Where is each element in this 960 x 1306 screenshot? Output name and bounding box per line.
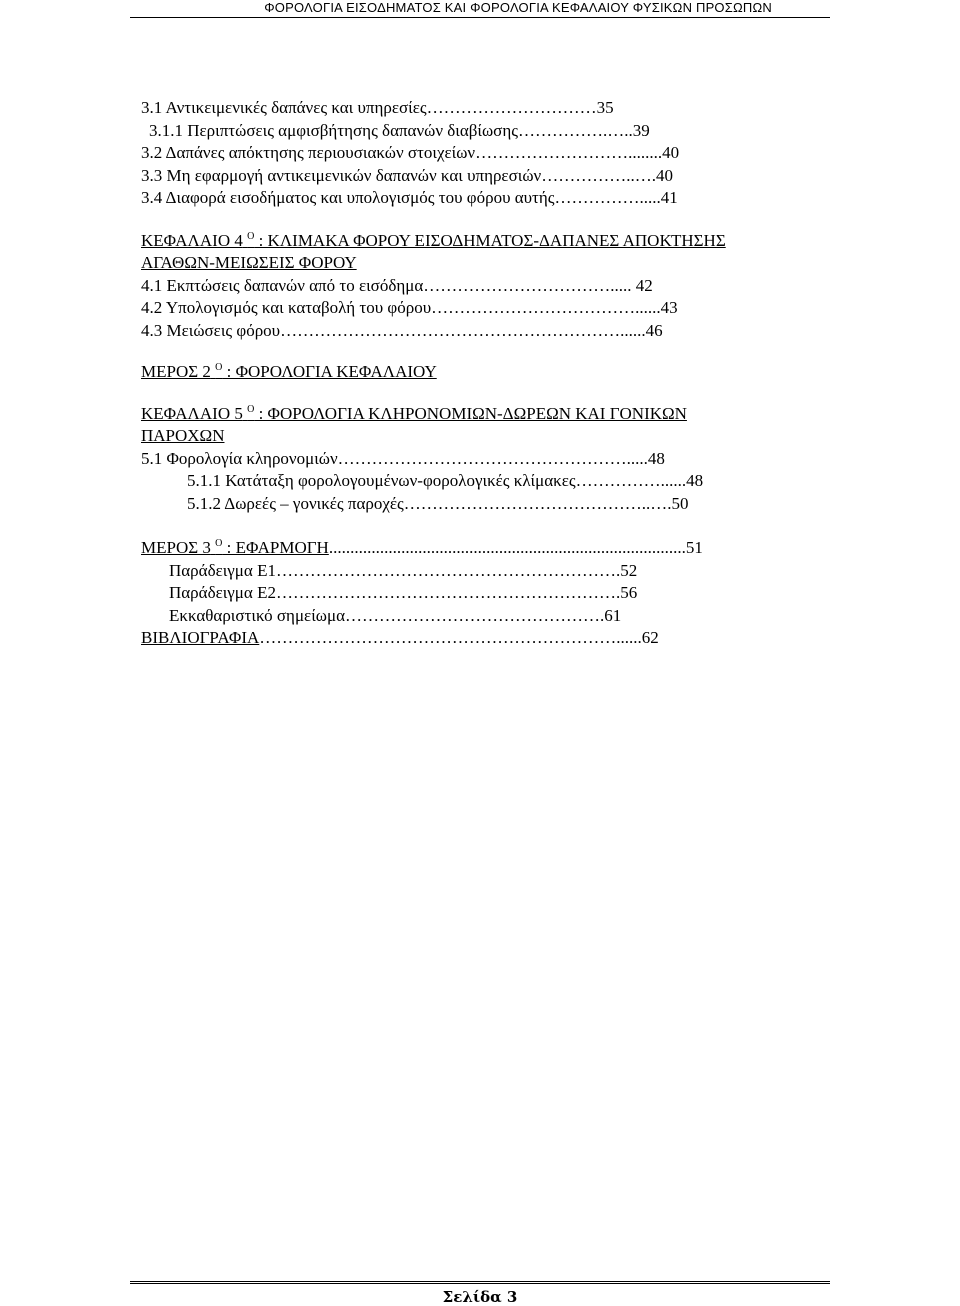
chapter-5-superscript: Ο — [247, 403, 255, 415]
part-3-prefix: ΜΕΡΟΣ 3 — [141, 538, 211, 557]
toc-part-3-title[interactable] — [141, 537, 841, 560]
toc-clearance-note[interactable]: Εκκαθαριστικό σημείωμα……………………………………….61 — [169, 605, 622, 625]
toc-entry-3-3[interactable]: 3.3 Μη εφαρμογή αντικειμενικών δαπανών και υπηρεσιών……………..….40 — [141, 165, 673, 185]
toc-entry-4-3[interactable]: 4.3 Μειώσεις φόρου……………………………………………………......46 — [141, 320, 663, 340]
toc-entry-4-1[interactable]: 4.1 Εκπτώσεις δαπανών από το εισόδημα……………………………..... 42 — [141, 275, 653, 295]
table-of-contents — [141, 97, 841, 650]
chapter-4-prefix: ΚΕΦΑΛΑΙΟ 4 — [141, 230, 243, 250]
bibliography-heading: ΒΙΒΛΙΟΓΡΑΦΙΑ — [141, 628, 260, 647]
part-3-superscript: Ο — [215, 538, 223, 549]
toc-example-e1[interactable]: Παράδειγμα Ε1…………………………………………………….52 — [169, 560, 638, 580]
toc-entry-4-2[interactable]: 4.2 Υπολογισμός και καταβολή του φόρου………………………………......43 — [141, 298, 678, 317]
chapter-4-title-rest: : ΚΛΙΜΑΚΑ ΦΟΡΟΥ ΕΙΣΟΔΗΜΑΤΟΣ-ΔΑΠΑΝΕΣ ΑΠΟΚΤΗΣΗΣ — [254, 230, 726, 250]
toc-entry-5-1[interactable]: 5.1 Φορολογία κληρονομιών…………………………………………….....48 — [141, 448, 665, 468]
chapter-4-superscript: Ο — [247, 230, 255, 242]
toc-entry-3-1[interactable]: 3.1 Αντικειμενικές δαπάνες και υπηρεσίες…………………………35 — [141, 98, 614, 117]
footer-rule — [130, 1281, 830, 1284]
toc-entry-3-4[interactable]: 3.4 Διαφορά εισοδήματος και υπολογισμός του φόρου αυτής…………….....41 — [141, 188, 678, 207]
toc-chapter-4-title-line2[interactable]: ΑΓΑΘΩΝ-ΜΕΙΩΣΕΙΣ ΦΟΡΟΥ — [141, 253, 357, 272]
toc-chapter-5-title-line2[interactable]: ΠΑΡΟΧΩΝ — [141, 426, 225, 445]
chapter-5-title-rest: : ΦΟΡΟΛΟΓΙΑ ΚΛΗΡΟΝΟΜΙΩΝ-ΔΩΡΕΩΝ ΚΑΙ ΓΟΝΙΚΩΝ — [254, 403, 687, 423]
toc-entry-3-2[interactable]: 3.2 Δαπάνες απόκτησης περιουσιακών στοιχείων………………………........40 — [141, 143, 680, 162]
toc-chapter-4-title[interactable] — [141, 230, 841, 253]
part-2-title-rest: : ΦΟΡΟΛΟΓΙΑ ΚΕΦΑΛΑΙΟΥ — [222, 362, 437, 381]
part-3-leader: ....................................................................................51 — [328, 538, 703, 557]
running-header: ΦΟΡΟΛΟΓΙΑ ΕΙΣΟΔΗΜΑΤΟΣ ΚΑΙ ΦΟΡΟΛΟΓΙΑ ΚΕΦΑΛΑΙΟΥ ΦΥΣΙΚΩΝ ΠΡΟΣΩΠΩΝ — [264, 0, 772, 15]
part-3-title-rest: : ΕΦΑΡΜΟΓΗ — [222, 538, 329, 557]
toc-chapter-5-title[interactable] — [141, 403, 841, 426]
part-3-heading — [141, 538, 329, 557]
part-2-prefix: ΜΕΡΟΣ 2 — [141, 362, 211, 381]
toc-entry-5-1-1[interactable]: 5.1.1 Κατάταξη φορολογουμένων-φορολογικές κλίμακες……………......48 — [187, 471, 704, 490]
toc-entry-3-1-1[interactable]: 3.1.1 Περιπτώσεις αμφισβήτησης δαπανών διαβίωσης…………….…..39 — [149, 120, 650, 140]
toc-bibliography[interactable] — [141, 627, 841, 650]
page-number-footer: Σελίδα 3 — [442, 1288, 518, 1306]
toc-part-2-title[interactable] — [141, 361, 841, 384]
header-rule — [130, 17, 830, 18]
toc-example-e2[interactable]: Παράδειγμα Ε2…………………………………………………….56 — [169, 583, 638, 602]
toc-entry-5-1-2[interactable]: 5.1.2 Δωρεές – γονικές παροχές……………………………………..….50 — [187, 493, 689, 513]
bibliography-leader: ………………………………………………………......62 — [259, 628, 659, 647]
chapter-5-prefix: ΚΕΦΑΛΑΙΟ 5 — [141, 403, 243, 423]
part-2-superscript: Ο — [215, 362, 223, 373]
